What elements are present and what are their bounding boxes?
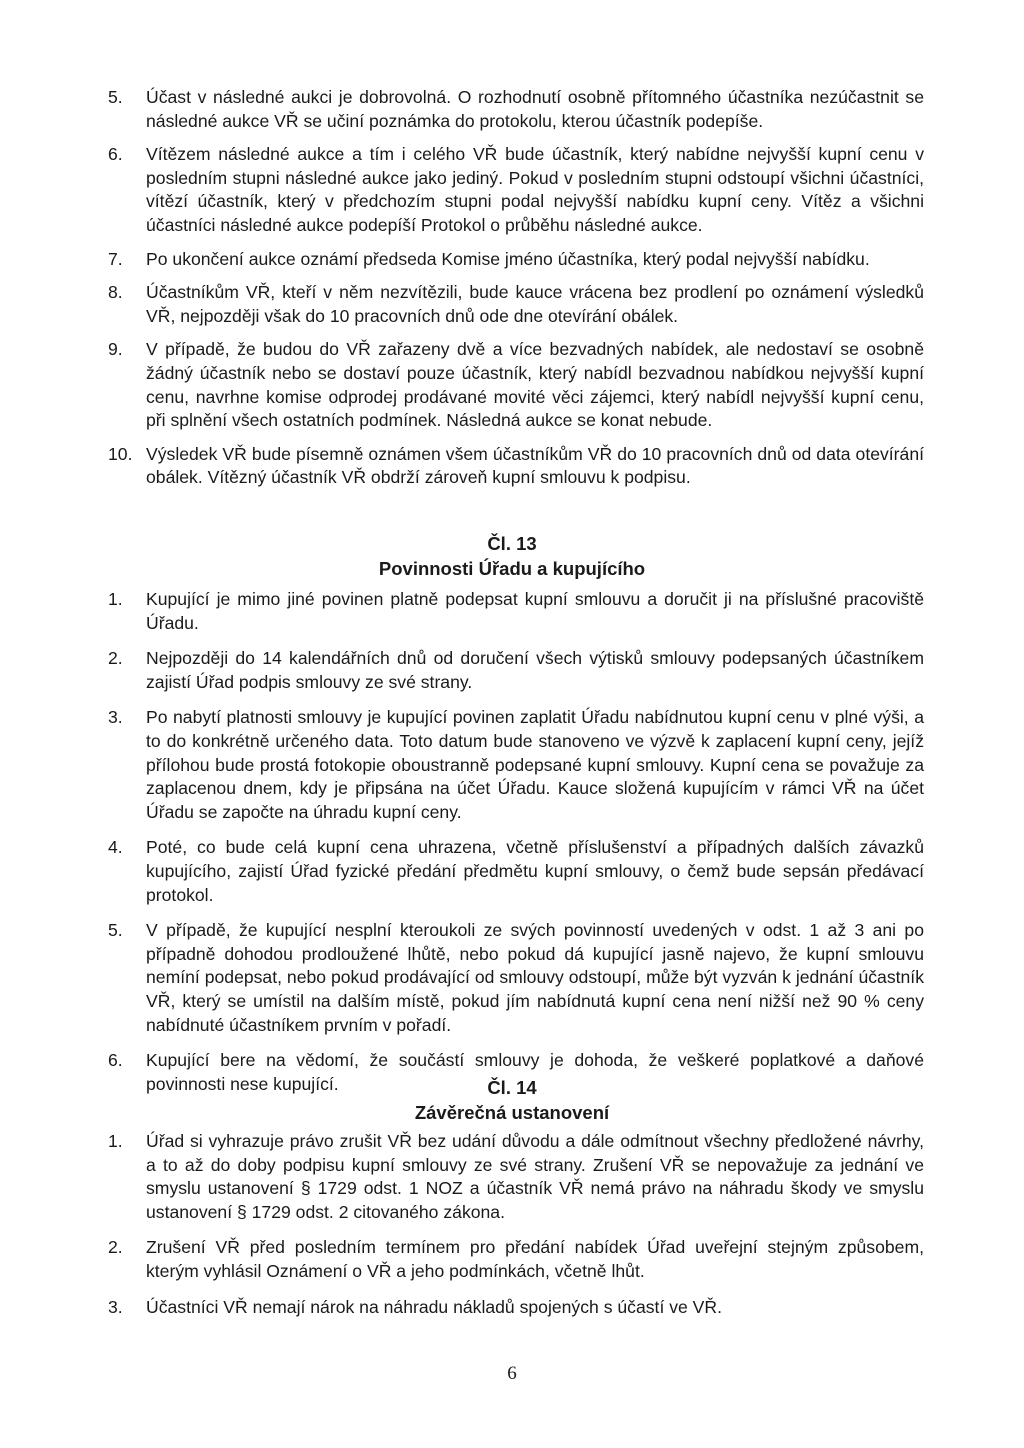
- item-number: 3.: [108, 707, 123, 728]
- item-text: V případě, že kupující nesplní kteroukoli ze svých povinností uvedených v odst. 1 až 3 ani po případně dohodou prodloužené lhůtě, nebo pokud dá kupující jasně najevo, že kupní smlouvu nemíní podepsat, nebo pokud prodávající od smlouvy odstoupí, může být vyzván k jednání účastník VŘ, který se umístil na dalším místě, pokud jím nabídnutá kupní cena není nižší než 90 % ceny nabídnuté účastníkem prvním v pořadí.: [146, 920, 924, 1035]
- article-13-heading: [0, 531, 1024, 581]
- item-text: Po ukončení aukce oznámí předseda Komise jméno účastníka, který podal nejvyšší nabídku.: [146, 248, 870, 269]
- item-number: 10.: [108, 443, 133, 464]
- list-item: [0, 338, 1024, 432]
- item-number: 1.: [108, 589, 123, 609]
- list-item: [0, 1130, 1024, 1224]
- item-text: Zrušení VŘ před posledním termínem pro předání nabídek Úřad uveřejní stejným způsobem, kterým vyhlásil Oznámení o VŘ a jeho podmínkách, včetně lhůt.: [146, 1237, 924, 1281]
- article-13-title: Povinnosti Úřadu a kupujícího: [378, 558, 646, 579]
- list-item: [0, 248, 1024, 272]
- item-number: 6.: [108, 144, 123, 165]
- item-text: Výsledek VŘ bude písemně oznámen všem účastníkům VŘ do 10 pracovních dnů od data otevírání obálek. Vítězný účastník VŘ obdrží zároveň kupní smlouvu k podpisu.: [146, 443, 924, 488]
- item-text: Účast v následné aukci je dobrovolná. O rozhodnutí osobně přítomného účastníka nezúčastnit se následné aukce VŘ se učiní poznámka do protokolu, kterou účastník podepíše.: [146, 87, 924, 131]
- item-number: 7.: [108, 248, 123, 269]
- item-number: 2.: [108, 1237, 123, 1258]
- article-14-list: [0, 1130, 1024, 1319]
- item-number: 1.: [108, 1131, 123, 1151]
- item-text: V případě, že budou do VŘ zařazeny dvě a více bezvadných nabídek, ale nedostaví se osobně žádný účastník nebo se dostaví pouze účastník, který nabídl bezvadnou nabídkou nejvyšší kupní cenu, navrhne komise odprodej prodávané movité věci zájemci, který nabídl nejvyšší kupní cenu, při splnění všech ostatních podmínek. Následná aukce se konat nebude.: [146, 339, 924, 431]
- item-number: 5.: [108, 920, 123, 941]
- item-number: 2.: [108, 648, 123, 669]
- item-number: 6.: [108, 1050, 123, 1071]
- item-text: Úřad si vyhrazuje právo zrušit VŘ bez udání důvodu a dále odmítnout všechny předložené návrhy, a to až do doby podpisu kupní smlouvy ze své strany. Zrušení VŘ se nepovažuje za jednání ve smyslu ustanovení § 1729 odst. 1 NOZ a účastník VŘ nemá právo na náhradu škody ve smyslu ustanovení § 1729 odst. 2 citovaného zákona.: [146, 1131, 924, 1222]
- item-number: 8.: [108, 282, 123, 303]
- item-text: Účastníci VŘ nemají nárok na náhradu nákladů spojených s účastí ve VŘ.: [146, 1296, 723, 1317]
- list-item: [0, 143, 1024, 237]
- article-13-number: Čl. 13: [487, 533, 537, 554]
- item-text: Nejpozději do 14 kalendářních dnů od doručení všech výtisků smlouvy podepsaných účastníkem zajistí Úřad podpis smlouvy ze své strany.: [146, 648, 924, 692]
- list-item: [0, 836, 1024, 907]
- item-number: 4.: [108, 837, 123, 858]
- list-item: [0, 919, 1024, 1037]
- list-item: [0, 1296, 1024, 1320]
- item-text: Po nabytí platnosti smlouvy je kupující povinen zaplatit Úřadu nabídnutou kupní cenu v plné výši, a to do konkrétně určeného data. Toto datum bude stanoveno ve výzvě k zaplacení kupní ceny, jejíž přílohou bude prostá fotokopie oboustranně podepsané kupní smlouvy. Kupní cena se považuje za zaplacenou dnem, kdy je připsána na účet Úřadu. Kauce složená kupujícím v rámci VŘ na účet Úřadu se započte na úhradu kupní ceny.: [146, 707, 924, 822]
- intro-list: [0, 86, 1024, 490]
- item-number: 9.: [108, 339, 123, 360]
- item-number: 5.: [108, 87, 123, 107]
- list-item: [0, 443, 1024, 490]
- article-13-section: [0, 588, 1024, 1108]
- list-item: [0, 706, 1024, 824]
- list-item: [0, 86, 1024, 133]
- item-text: Kupující je mimo jiné povinen platně podepsat kupní smlouvu a doručit ji na příslušné pracoviště Úřadu.: [146, 589, 924, 633]
- article-14-section: [0, 1130, 1024, 1331]
- item-number: 3.: [108, 1296, 123, 1317]
- list-item: [0, 1236, 1024, 1283]
- article-14-number: Čl. 14: [487, 1077, 537, 1098]
- page-number: 6: [507, 1363, 517, 1384]
- item-text: Účastníkům VŘ, kteří v něm nezvítězili, bude kauce vrácena bez prodlení po oznámení výsledků VŘ, nejpozději však do 10 pracovních dnů ode dne otevírání obálek.: [146, 282, 924, 326]
- article-14-title: Závěrečná ustanovení: [414, 1102, 610, 1123]
- list-item: [0, 588, 1024, 635]
- article-13-list: [0, 588, 1024, 1096]
- intro-section: [0, 86, 1024, 500]
- list-item: [0, 647, 1024, 694]
- list-item: [0, 281, 1024, 328]
- item-text: Poté, co bude celá kupní cena uhrazena, včetně příslušenství a případných dalších závazků kupujícího, zajistí Úřad fyzické předání předmětu kupní smlouvy, o čemž bude sepsán předávací protokol.: [146, 837, 924, 905]
- article-14-heading: [0, 1075, 1024, 1125]
- item-text: Kupující bere na vědomí, že součástí smlouvy je dohoda, že veškeré poplatkové a daňové povinnosti nese kupující.: [146, 1050, 924, 1094]
- item-text: Vítězem následné aukce a tím i celého VŘ bude účastník, který nabídne nejvyšší kupní cenu v posledním stupni následné aukce jako jediný. Pokud v posledním stupni odstoupí všichni účastníci, vítězí účastník, který v předchozím stupni podal nejvyšší nabídku kupní ceny. Vítěz a všichni účastníci následné aukce podepíší Protokol o průběhu následné aukce.: [146, 144, 924, 235]
